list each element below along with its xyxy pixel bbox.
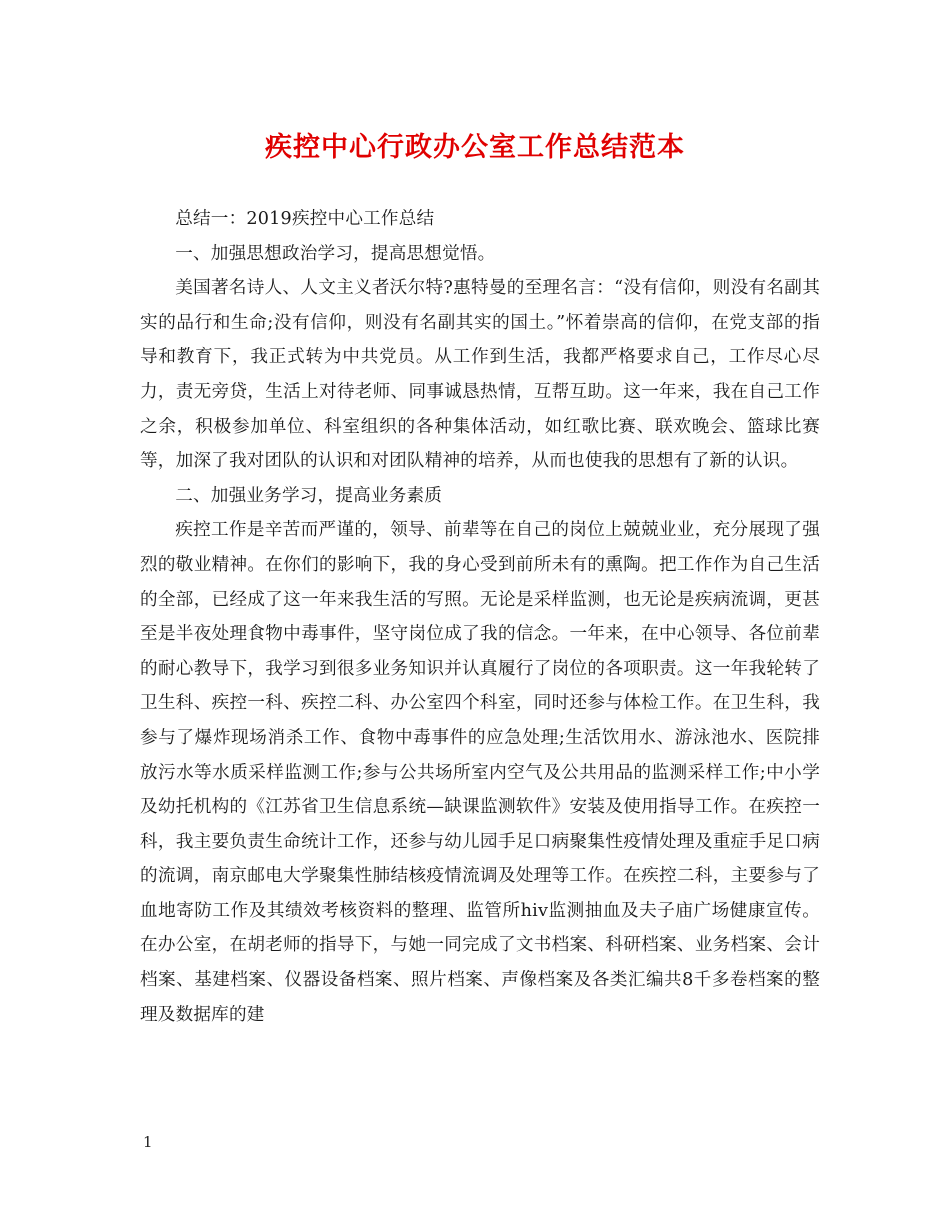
page-number: 1 <box>143 1133 153 1151</box>
summary-heading: 总结一：2019疾控中心工作总结 <box>175 209 435 229</box>
document-title: 疾控中心行政办公室工作总结范本 <box>265 132 685 163</box>
section-heading-1: 一、加强思想政治学习，提高思想觉悟。 <box>175 243 496 264</box>
body-paragraph: 美国著名诗人、人文主义者沃尔特?惠特曼的至理名言：“没有信仰，则没有名副其实的品行和生命;没有信仰，则没有名副其实的国土。”怀着崇高的信仰，在党支部的指导和教育下，我正式转为中共党员。从工作到生活，我都严格要求自己，工作尽心尽力，责无旁贷，生活上对待老师、同事诚恳热情，互帮互助。这一年来，我在自己工作之余，积极参加单位、科室组织的各种集体活动，如红歌比赛、联欢晚会、篮球比赛等，加深了我对团队的认识和对团队精神的培养，从而也使我的思想有了新的认识。 <box>140 278 820 472</box>
document-body <box>140 202 820 1032</box>
section-heading-2: 二、加强业务学习，提高业务素质 <box>175 485 443 506</box>
body-paragraph: 疾控工作是辛苦而严谨的，领导、前辈等在自己的岗位上兢兢业业，充分展现了强烈的敬业精神。在你们的影响下，我的身心受到前所未有的熏陶。把工作作为自己生活的全部，已经成了这一年来我生活的写照。无论是采样监测，也无论是疾病流调，更甚至是半夜处理食物中毒事件，坚守岗位成了我的信念。一年来，在中心领导、各位前辈的耐心教导下，我学习到很多业务知识并认真履行了岗位的各项职责。这一年我轮转了卫生科、疾控一科、疾控二科、办公室四个科室，同时还参与体检工作。在卫生科，我参与了爆炸现场消杀工作、食物中毒事件的应急处理;生活饮用水、游泳池水、医院排放污水等水质采样监测工作;参与公共场所室内空气及公共用品的监测采样工作;中小学及幼托机构的《江苏省卫生信息系统—缺课监测软件》安装及使用指导工作。在疾控一科，我主要负责生命统计工作，还参与幼儿园手足口病聚集性疫情处理及重症手足口病的流调，南京邮电大学聚集性肺结核疫情流调及处理等工作。在疾控二科，主要参与了血地寄防工作及其绩效考核资料的整理、监管所hiv监测抽血及夫子庙广场健康宣传。在办公室，在胡老师的指导下，与她一同完成了文书档案、科研档案、业务档案、会计档案、基建档案、仪器设备档案、照片档案、声像档案及各类汇编共8千多卷档案的整理及数据库的建 <box>140 520 820 1025</box>
